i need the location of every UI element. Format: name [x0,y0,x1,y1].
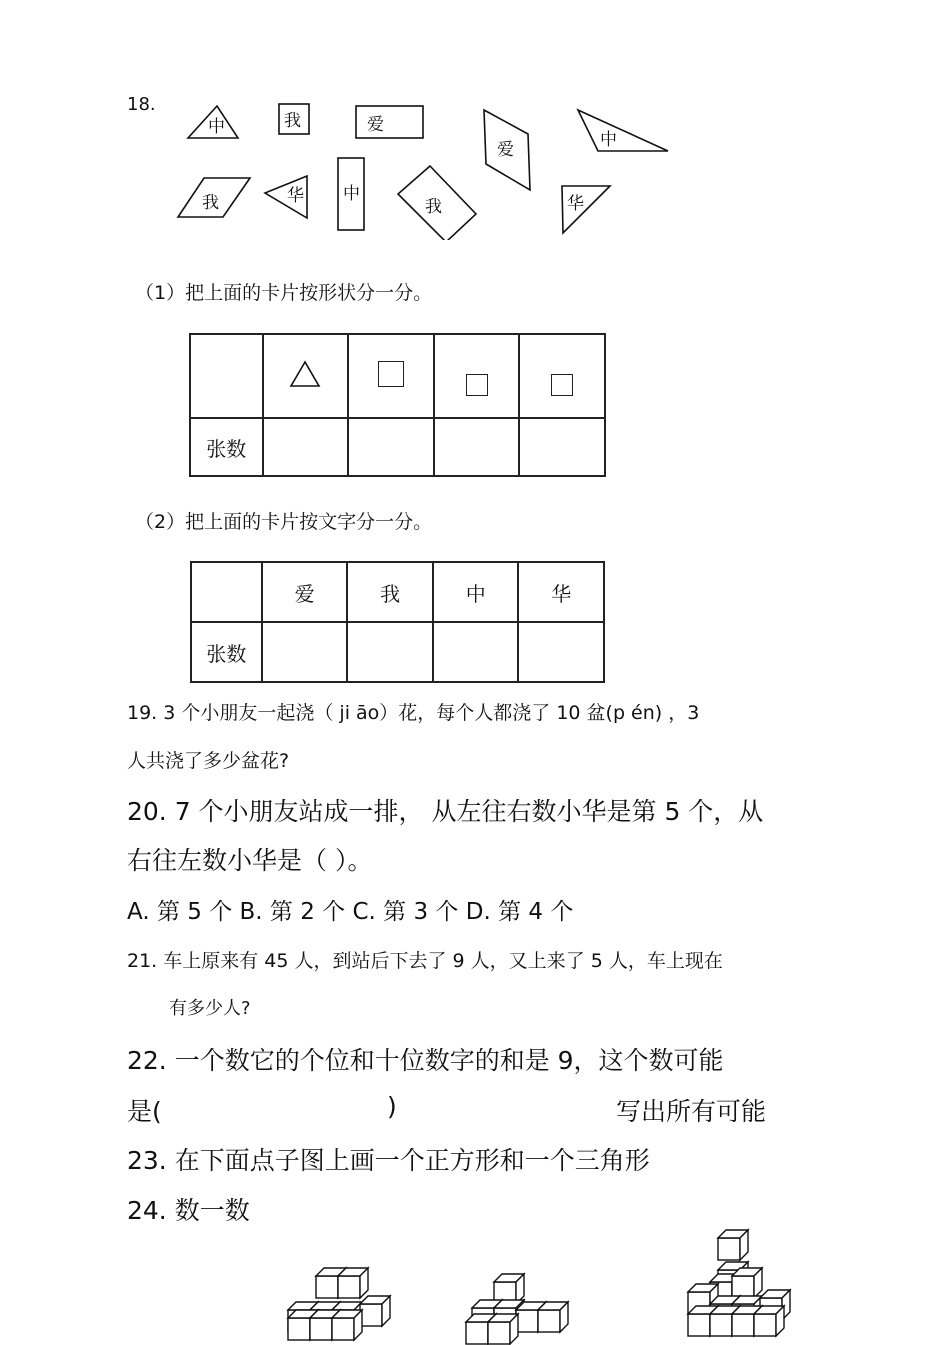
q18-part1-text: （1）把上面的卡片按形状分一分。 [135,282,433,304]
cube-stack-3 [688,1230,790,1336]
answer-cell[interactable] [433,622,519,682]
q18-cards [170,100,690,240]
card-text: 我 [425,197,442,217]
card-text: 华 [287,186,304,206]
card-text: 爱 [497,140,514,160]
shape-header-square-3 [519,334,605,418]
card-text: 中 [343,184,360,204]
q21-line2: 有多少人? [169,998,251,1019]
q22-line2-start: 是( [127,1097,162,1126]
character-header: 中 [433,562,519,622]
cube-stacks [280,1222,810,1345]
q19-line1: 19. 3 个小朋友一起浇（ ji āo）花，每个人都浇了 10 盆(p én) ，3 [127,702,700,724]
shape-row-label: 张数 [190,418,263,476]
shape-header-square [348,334,434,418]
shape-table-corner [190,334,263,418]
q18-number: 18. [127,94,156,115]
answer-cell[interactable] [263,418,349,476]
q24-text: 24. 数一数 [127,1196,250,1225]
character-header: 华 [518,562,604,622]
square-icon [378,361,404,387]
character-header: 爱 [262,562,348,622]
cube-stack-2 [466,1274,568,1344]
character-row-label: 张数 [191,622,262,682]
q22-line1: 22. 一个数它的个位和十位数字的和是 9，这个数可能 [127,1046,724,1075]
q22-line2-close: ) [387,1092,397,1121]
answer-cell[interactable] [434,418,520,476]
card-text: 我 [284,111,301,131]
character-table [190,561,605,683]
q18-part2-text: （2）把上面的卡片按文字分一分。 [135,511,433,533]
q22-line2-hint: 写出所有可能 [616,1097,767,1126]
character-header: 我 [347,562,433,622]
answer-cell[interactable] [347,622,433,682]
shape-header-square-2 [434,334,520,418]
answer-cell[interactable] [518,622,604,682]
q21-line1: 21. 车上原来有 45 人，到站后下去了 9 人，又上来了 5 人，车上现在 [127,950,723,972]
card-text: 我 [202,193,219,213]
shape-table [189,333,606,477]
square-icon [551,374,573,396]
q20-options: A. 第 5 个 B. 第 2 个 C. 第 3 个 D. 第 4 个 [127,899,574,925]
cube-stack-1 [288,1268,390,1340]
character-table-corner [191,562,262,622]
triangle-icon [288,359,322,389]
card-text: 中 [208,117,225,137]
q20-line2: 右往左数小华是（ ）。 [127,846,373,875]
card-text: 爱 [367,115,384,135]
card-text: 中 [600,130,617,150]
q20-line1: 20. 7 个小朋友站成一排， 从左往右数小华是第 5 个，从 [127,797,764,826]
q23-text: 23. 在下面点子图上画一个正方形和一个三角形 [127,1146,650,1175]
card-triangle-2 [578,110,668,151]
shape-header-triangle [263,334,349,418]
answer-cell[interactable] [262,622,348,682]
square-icon [466,374,488,396]
card-text: 华 [567,194,584,214]
answer-cell[interactable] [519,418,605,476]
answer-cell[interactable] [348,418,434,476]
q19-line2: 人共浇了多少盆花? [127,750,290,772]
